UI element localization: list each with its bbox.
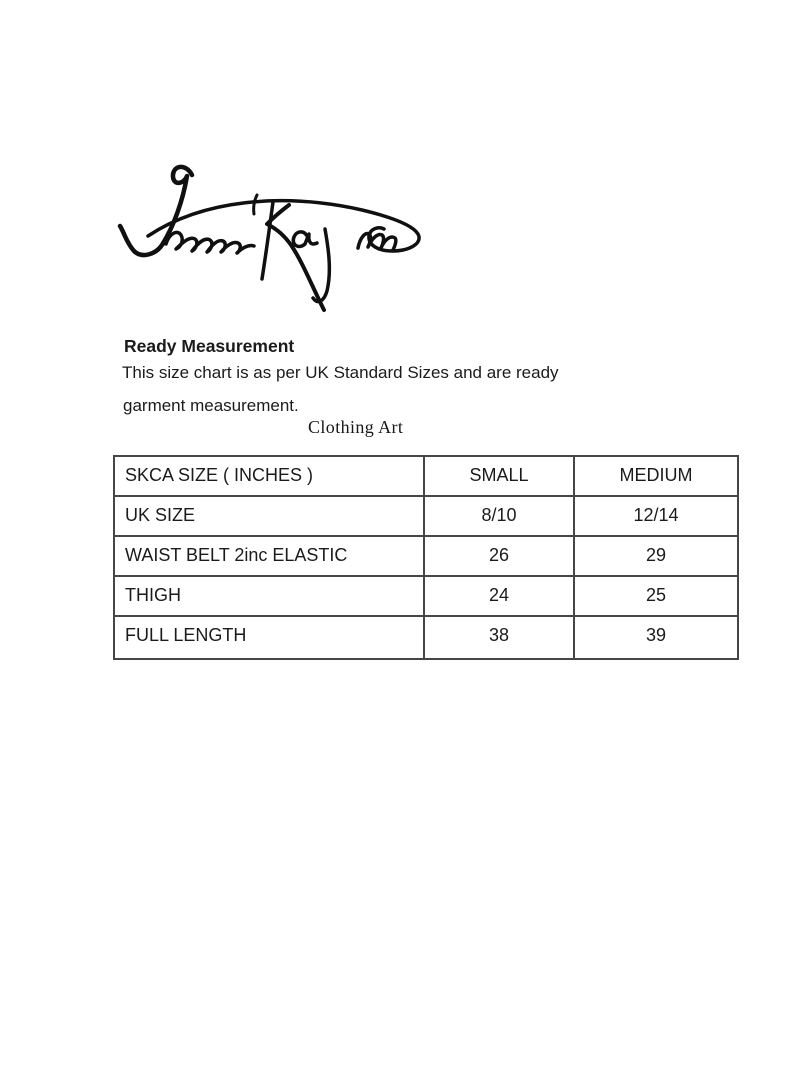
size-chart-table <box>113 455 739 660</box>
intro-text-line-1: This size chart is as per UK Standard Sizes and are ready <box>122 363 559 382</box>
small-value: 38 <box>424 616 574 659</box>
table-row <box>114 536 738 576</box>
table-row <box>114 576 738 616</box>
intro-text-line-2: garment measurement. <box>123 396 299 415</box>
header-size-label: SKCA SIZE ( INCHES ) <box>114 456 424 496</box>
small-value: 26 <box>424 536 574 576</box>
size-table-body <box>114 456 738 659</box>
medium-value: 29 <box>574 536 738 576</box>
logo-caption: Clothing Art <box>308 417 404 437</box>
medium-value: 25 <box>574 576 738 616</box>
table-row <box>114 496 738 536</box>
table-header-row <box>114 456 738 496</box>
small-value: 24 <box>424 576 574 616</box>
signature-icon <box>112 158 447 323</box>
header-small: SMALL <box>424 456 574 496</box>
medium-value: 12/14 <box>574 496 738 536</box>
small-value: 8/10 <box>424 496 574 536</box>
measurement-label: WAIST BELT 2inc ELASTIC <box>114 536 424 576</box>
header-medium: MEDIUM <box>574 456 738 496</box>
medium-value: 39 <box>574 616 738 659</box>
measurement-label: FULL LENGTH <box>114 616 424 659</box>
intro-heading: Ready Measurement <box>124 336 295 356</box>
measurement-label: THIGH <box>114 576 424 616</box>
table-row <box>114 616 738 659</box>
measurement-label: UK SIZE <box>114 496 424 536</box>
